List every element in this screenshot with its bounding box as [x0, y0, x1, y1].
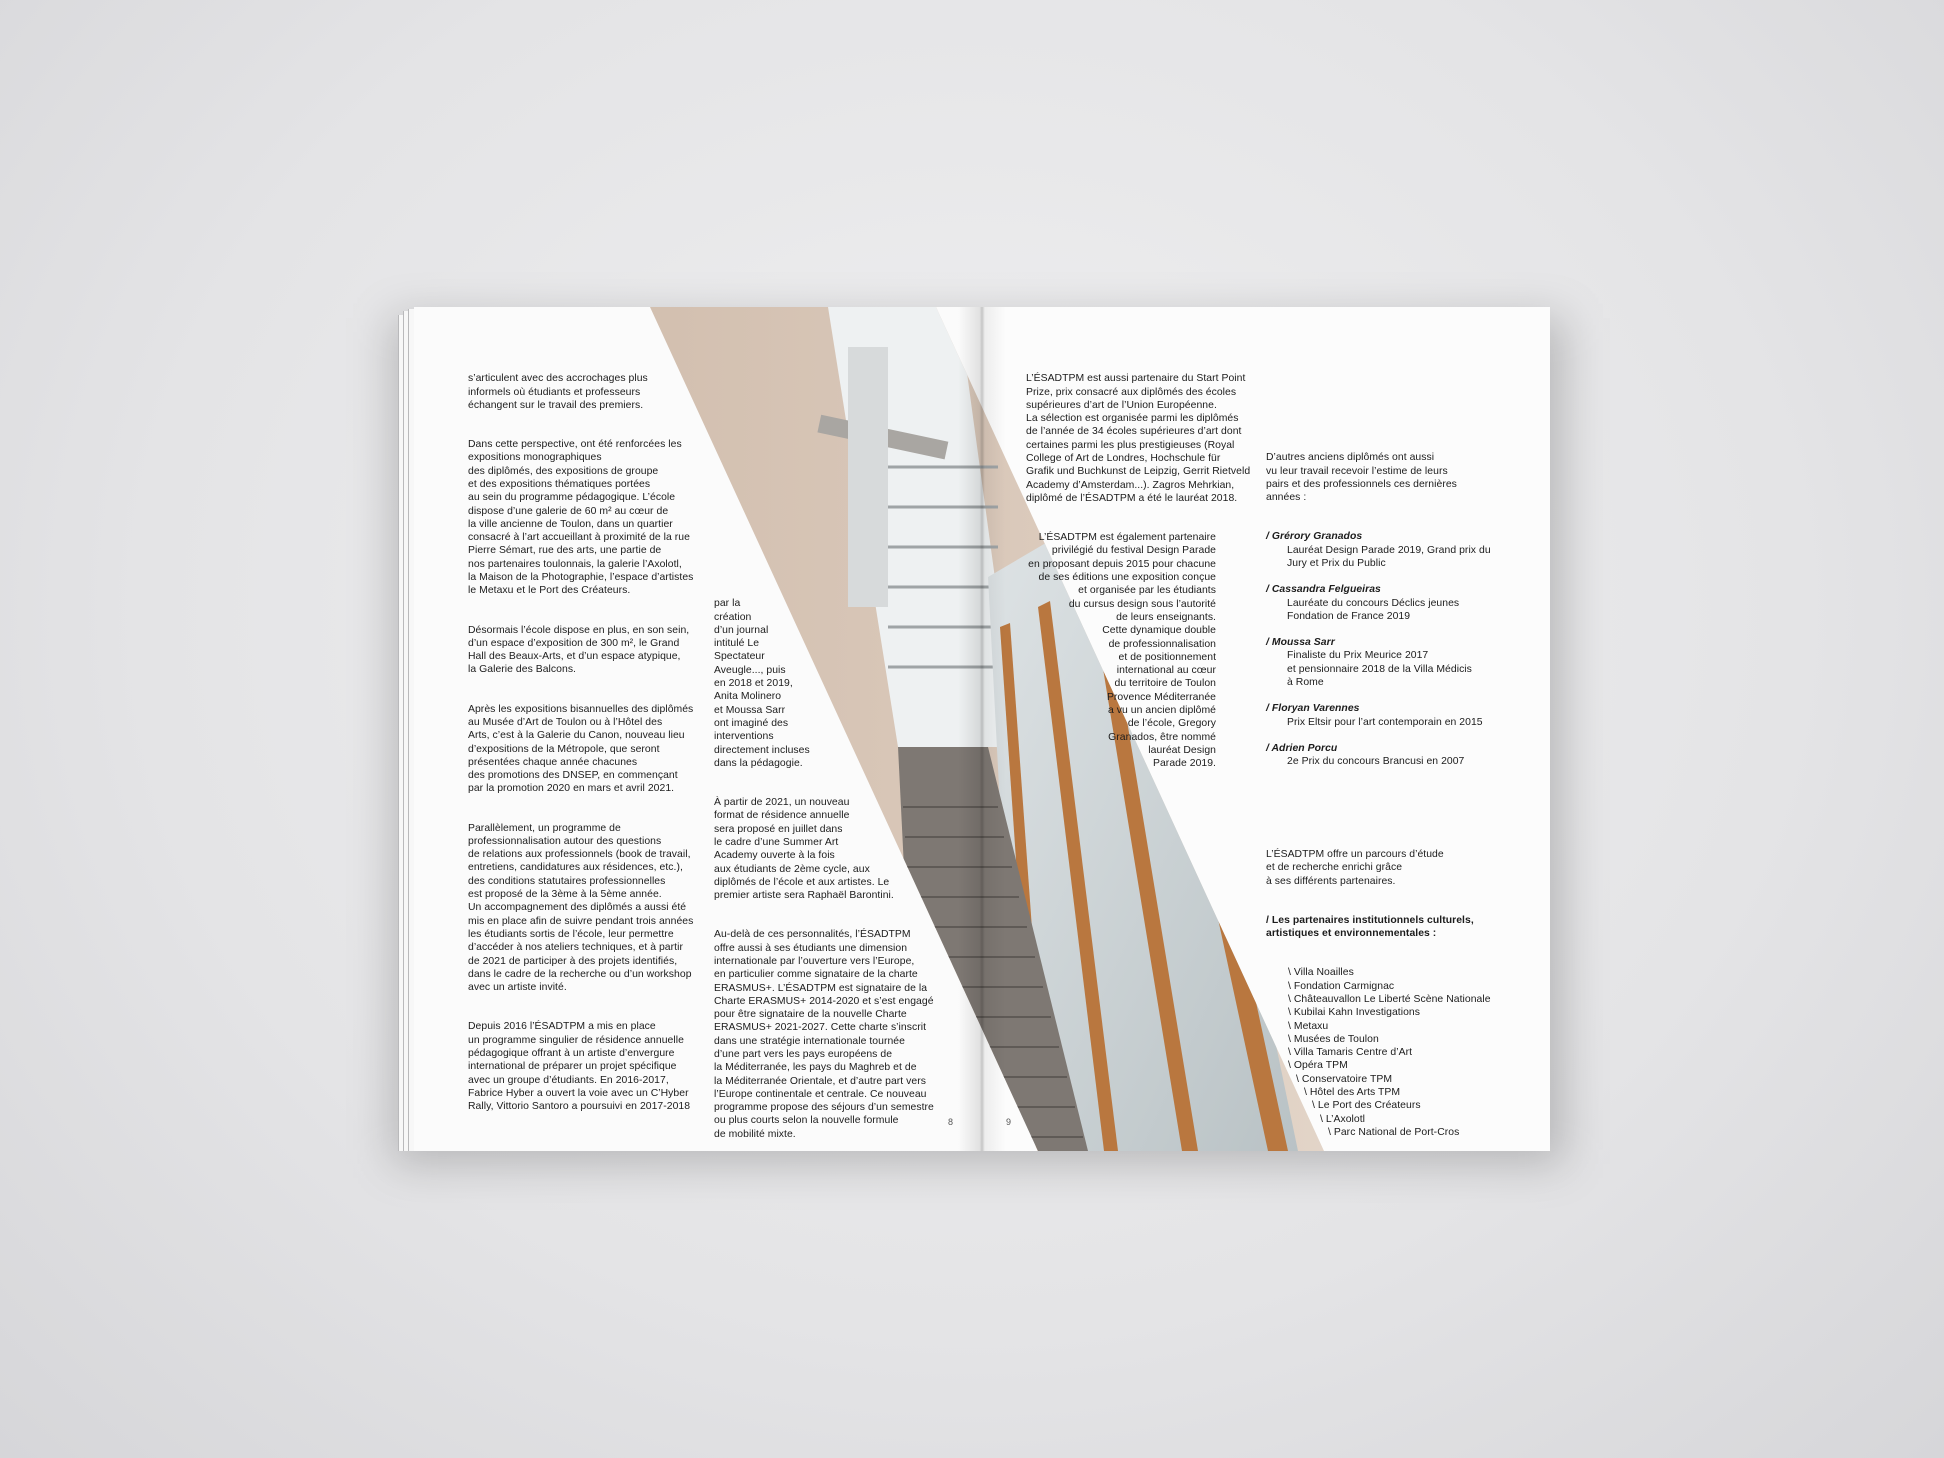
partner-item: \ Parc National de Port-Cros	[1328, 1126, 1460, 1138]
laureate-entry	[1266, 742, 1516, 769]
laureate-entry	[1266, 702, 1516, 729]
partner-item: \ Hôtel des Arts TPM	[1304, 1087, 1401, 1099]
partners-list	[1266, 966, 1516, 1139]
left-column-2	[714, 584, 954, 1167]
laureate-description: Lauréate du concours Déclics jeunes Fondation de France 2019	[1287, 597, 1460, 622]
paragraph: L’ÉSADTPM offre un parcours d’étude et de recherche enrichi grâce à ses différents partenaires.	[1266, 849, 1444, 887]
partner-item: \ Fondation Carmignac	[1288, 980, 1395, 992]
laureate-name: / Adrien Porcu	[1266, 742, 1338, 754]
left-column-1	[468, 359, 698, 1139]
partner-item: \ Metaxu	[1288, 1020, 1329, 1032]
laureate-description: Lauréat Design Parade 2019, Grand prix du Jury et Prix du Public	[1287, 544, 1491, 569]
partner-item: \ L’Axolotl	[1320, 1113, 1366, 1125]
paragraph: L’ÉSADTPM est aussi partenaire du Start Point Prize, prix consacré aux diplômés des écoles supérieures d’art de l’Union Européenne. La sélection est organisée parmi les diplômés de l’année de 34 écoles supérieures d’art dont certaines parmi les plus prestigieuses (Royal College of Art de Londres, Hochschule für Grafik und Buchkunst de Leipzig, Gerrit Rietveld Academy d’Amsterdam...). Zagros Mehrkian, diplômé de l’ÉSADTPM a été le lauréat 2018.	[1026, 373, 1251, 504]
laureate-name: / Floryan Varennes	[1266, 703, 1360, 715]
laureate-entry	[1266, 583, 1516, 623]
paragraph: Parallèlement, un programme de professionnalisation autour des questions de relations aux professionnels (book de travail, entretiens, candidatures aux résidences, etc.), des conditions statutaires professionnelles est proposé de la 3ème à la 5ème année. Un accompagnement des diplômés a aussi été mis en place afin de suivre pendant trois années les étudiants sortis de l’école, leur permettre d’accéder à nos ateliers techniques, et à partir de 2021 de participer à des projets identifiés, dans le cadre de la recherche ou d’un workshop avec un artiste invité.	[468, 822, 694, 994]
right-column-1	[1026, 359, 1258, 796]
laureate-name: / Moussa Sarr	[1266, 637, 1335, 649]
paragraph: L’ÉSADTPM est également partenaire privilégié du festival Design Parade en proposant depuis 2015 pour chacune de ses éditions une exposition conçue et organisée par les étudiants du cursus design sous l’autorité de leurs enseignants. Cette dynamique double de professionnalisation et de positionnement international au cœur du territoire de Toulon Provence Méditerranée a vu un ancien diplômé de l’école, Gregory Granados, être nommé lauréat Design Parade 2019.	[1028, 532, 1216, 770]
laureate-description: 2e Prix du concours Brancusi en 2007	[1287, 756, 1465, 768]
page-number: 9	[1006, 1117, 1012, 1127]
partner-item: \ Villa Noailles	[1288, 967, 1354, 979]
partner-item: \ Châteauvallon Le Liberté Scène Nationale	[1288, 993, 1491, 1005]
paragraph: par la création d’un journal intitulé Le Spectateur Aveugle..., puis en 2018 et 2019, Anita Molinero et Moussa Sarr ont imaginé des interventions directement incluses dans la pédagogie.	[714, 598, 810, 769]
laureate-description: Finaliste du Prix Meurice 2017 et pensionnaire 2018 de la Villa Médicis à Rome	[1287, 650, 1472, 689]
paragraph: Au-delà de ces personnalités, l’ÉSADTPM offre aussi à ses étudiants une dimension internationale par l’ouverture vers l’Europe, en particulier comme signataire de la charte ERASMUS+. L’ÉSADTPM est signataire de la Charte ERASMUS+ 2014-2020 et s’est engagé pour être signataire de la nouvelle Charte ERASMUS+ 2021-2027. Cette charte s’inscrit dans une stratégie internationale tournée d’une part vers les pays européens de la Méditerranée, les pays du Maghreb et de la Méditerranée Orientale, et d’autre part vers l’Europe continentale et centrale. Ce nouveau programme propose des séjours d’un semestre ou plus courts selon la nouvelle formule de mobilité mixte.	[714, 929, 934, 1140]
paragraph: À partir de 2021, un nouveau format de résidence annuelle sera proposé en juillet dans le cadre d’une Summer Art Academy ouverte à la fois aux étudiants de 2ème cycle, aux diplômés de l’école et aux artistes. Le premier artiste sera Raphaël Barontini.	[714, 797, 894, 902]
laureate-entry	[1266, 530, 1516, 570]
partner-item: \ Kubilai Kahn Investigations	[1288, 1007, 1420, 1019]
partner-item: \ Villa Tamaris Centre d’Art	[1288, 1047, 1413, 1059]
laureate-name: / Grérory Granados	[1266, 531, 1363, 543]
laureates-list	[1266, 530, 1516, 768]
laureate-entry	[1266, 636, 1516, 689]
partner-item: \ Le Port des Créateurs	[1312, 1100, 1421, 1112]
laureate-name: / Cassandra Felgueiras	[1266, 584, 1381, 596]
paragraph: D’autres anciens diplômés ont aussi vu leur travail recevoir l’estime de leurs pairs et des professionnels ces dernières années :	[1266, 452, 1457, 504]
partner-item: \ Musées de Toulon	[1288, 1033, 1379, 1045]
right-column-2	[1266, 438, 1516, 1153]
partner-item: \ Opéra TPM	[1288, 1060, 1348, 1072]
paragraph: Dans cette perspective, ont été renforcées les expositions monographiques des diplômés, des expositions de groupe et des expositions thématiques portées au sein du programme pédagogique. L’école dispose d’une galerie de 60 m² au cœur de la ville ancienne de Toulon, dans un quartier consacré à l’art accueillant à proximité de la rue Pierre Sémart, rue des arts, une partie de nos partenaires toulonnais, la galerie l’Axolotl, la Maison de la Photographie, l’espace d’artistes le Metaxu et le Port des Créateurs.	[468, 439, 694, 597]
page-number: 8	[948, 1117, 954, 1127]
paragraph: Depuis 2016 l’ÉSADTPM a mis en place un programme singulier de résidence annuelle pédagogique offrant à un artiste d’envergure international de préparer un projet spécifique avec un groupe d’étudiants. En 2016-2017, Fabrice Hyber a ouvert la voie avec un C’Hyber Rally, Vittorio Santoro a poursuivi en 2017-2018	[468, 1021, 691, 1113]
magazine-spread	[398, 307, 1550, 1151]
paragraph: Désormais l’école dispose en plus, en son sein, d’un espace d’exposition de 300 m², le Grand Hall des Beaux-Arts, et d’un espace atypique, la Galerie des Balcons.	[468, 624, 690, 676]
paragraph: Après les expositions bisannuelles des diplômés au Musée d’Art de Toulon ou à l’Hôtel des Arts, c’est à la Galerie du Canon, nouveau lieu d’expositions de la Métropole, que seront présentées chaque année chacunes des promotions des DNSEP, en commençant par la promotion 2020 en mars et avril 2021.	[468, 703, 694, 795]
partner-item: \ Conservatoire TPM	[1296, 1073, 1393, 1085]
laureate-description: Prix Eltsir pour l’art contemporain en 2015	[1287, 716, 1483, 728]
paragraph: s’articulent avec des accrochages plus informels où étudiants et professeurs échangent sur le travail des premiers.	[468, 373, 648, 411]
partners-title: / Les partenaires institutionnels culturels, artistiques et environnementales :	[1266, 914, 1474, 940]
